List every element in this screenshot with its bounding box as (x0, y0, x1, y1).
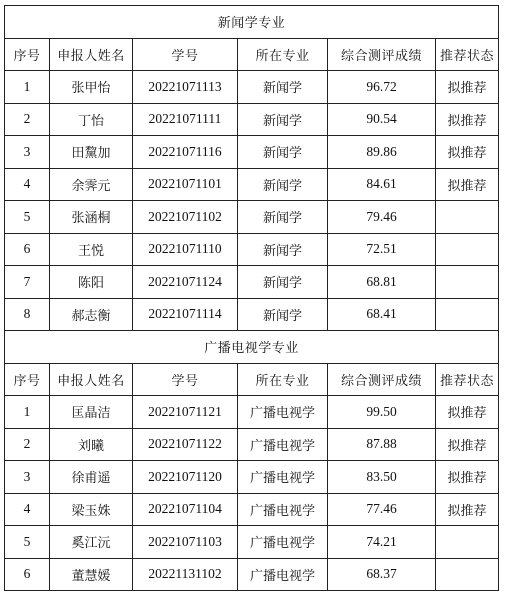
seq-cell: 3 (5, 136, 50, 169)
major-cell: 新闻学 (238, 71, 328, 104)
status-cell: 拟推荐 (436, 168, 499, 201)
major-cell: 广播电视学 (238, 558, 328, 591)
table-row (5, 461, 499, 494)
table-row (5, 428, 499, 461)
student-id-cell: 20221071120 (133, 461, 238, 494)
table-body (5, 6, 499, 591)
status-cell (436, 233, 499, 266)
section-title: 广播电视学专业 (5, 331, 499, 364)
status-cell: 拟推荐 (436, 428, 499, 461)
table-row (5, 201, 499, 234)
status-cell (436, 266, 499, 299)
score-cell: 77.46 (328, 493, 436, 526)
recommendation-table (4, 5, 499, 591)
applicant-name-cell: 田黧加 (50, 136, 133, 169)
column-header-row (5, 38, 499, 71)
student-id-cell: 20221071116 (133, 136, 238, 169)
score-cell: 74.21 (328, 526, 436, 559)
major-cell: 广播电视学 (238, 526, 328, 559)
seq-cell: 6 (5, 558, 50, 591)
score-cell: 68.81 (328, 266, 436, 299)
header-status: 推荐状态 (436, 38, 499, 71)
applicant-name-cell: 董慧媛 (50, 558, 133, 591)
status-cell (436, 526, 499, 559)
table-row (5, 526, 499, 559)
major-cell: 新闻学 (238, 201, 328, 234)
student-id-cell: 20221071124 (133, 266, 238, 299)
section-title: 新闻学专业 (5, 6, 499, 39)
score-cell: 90.54 (328, 103, 436, 136)
seq-cell: 7 (5, 266, 50, 299)
status-cell: 拟推荐 (436, 136, 499, 169)
status-cell: 拟推荐 (436, 71, 499, 104)
score-cell: 89.86 (328, 136, 436, 169)
score-cell: 83.50 (328, 461, 436, 494)
column-header-row (5, 363, 499, 396)
major-cell: 新闻学 (238, 168, 328, 201)
applicant-name-cell: 郝志衡 (50, 298, 133, 331)
seq-cell: 6 (5, 233, 50, 266)
table-row (5, 103, 499, 136)
header-applicant-name: 申报人姓名 (50, 363, 133, 396)
major-cell: 广播电视学 (238, 461, 328, 494)
status-cell (436, 298, 499, 331)
student-id-cell: 20221071102 (133, 201, 238, 234)
seq-cell: 8 (5, 298, 50, 331)
seq-cell: 5 (5, 526, 50, 559)
score-cell: 72.51 (328, 233, 436, 266)
student-id-cell: 20221071121 (133, 396, 238, 429)
header-seq: 序号 (5, 363, 50, 396)
seq-cell: 2 (5, 103, 50, 136)
student-id-cell: 20221071111 (133, 103, 238, 136)
header-major: 所在专业 (238, 38, 328, 71)
header-student-id: 学号 (133, 363, 238, 396)
student-id-cell: 20221071101 (133, 168, 238, 201)
section-title-row (5, 331, 499, 364)
major-cell: 广播电视学 (238, 396, 328, 429)
header-score: 综合测评成绩 (328, 363, 436, 396)
header-status: 推荐状态 (436, 363, 499, 396)
status-cell (436, 558, 499, 591)
seq-cell: 1 (5, 71, 50, 104)
applicant-name-cell: 徐甫遥 (50, 461, 133, 494)
major-cell: 新闻学 (238, 298, 328, 331)
applicant-name-cell: 奚江沅 (50, 526, 133, 559)
applicant-name-cell: 匡晶洁 (50, 396, 133, 429)
student-id-cell: 20221071104 (133, 493, 238, 526)
student-id-cell: 20221071113 (133, 71, 238, 104)
student-id-cell: 20221071110 (133, 233, 238, 266)
header-applicant-name: 申报人姓名 (50, 38, 133, 71)
applicant-name-cell: 张甲怡 (50, 71, 133, 104)
applicant-name-cell: 张涵桐 (50, 201, 133, 234)
applicant-name-cell: 陈阳 (50, 266, 133, 299)
table-row (5, 298, 499, 331)
score-cell: 87.88 (328, 428, 436, 461)
major-cell: 广播电视学 (238, 493, 328, 526)
score-cell: 79.46 (328, 201, 436, 234)
status-cell: 拟推荐 (436, 493, 499, 526)
table-row (5, 558, 499, 591)
major-cell: 广播电视学 (238, 428, 328, 461)
table-row (5, 168, 499, 201)
score-cell: 99.50 (328, 396, 436, 429)
section-title-row (5, 6, 499, 39)
table-row (5, 233, 499, 266)
status-cell: 拟推荐 (436, 103, 499, 136)
score-cell: 68.37 (328, 558, 436, 591)
header-score: 综合测评成绩 (328, 38, 436, 71)
score-cell: 96.72 (328, 71, 436, 104)
table-row (5, 71, 499, 104)
status-cell: 拟推荐 (436, 396, 499, 429)
table-row (5, 493, 499, 526)
seq-cell: 2 (5, 428, 50, 461)
seq-cell: 3 (5, 461, 50, 494)
major-cell: 新闻学 (238, 136, 328, 169)
major-cell: 新闻学 (238, 266, 328, 299)
status-cell (436, 201, 499, 234)
applicant-name-cell: 梁玉姝 (50, 493, 133, 526)
table-row (5, 396, 499, 429)
seq-cell: 4 (5, 168, 50, 201)
student-id-cell: 20221071122 (133, 428, 238, 461)
table-row (5, 136, 499, 169)
seq-cell: 4 (5, 493, 50, 526)
student-id-cell: 20221131102 (133, 558, 238, 591)
applicant-name-cell: 刘曦 (50, 428, 133, 461)
table-row (5, 266, 499, 299)
status-cell: 拟推荐 (436, 461, 499, 494)
seq-cell: 1 (5, 396, 50, 429)
header-major: 所在专业 (238, 363, 328, 396)
major-cell: 新闻学 (238, 103, 328, 136)
seq-cell: 5 (5, 201, 50, 234)
student-id-cell: 20221071103 (133, 526, 238, 559)
score-cell: 84.61 (328, 168, 436, 201)
major-cell: 新闻学 (238, 233, 328, 266)
header-seq: 序号 (5, 38, 50, 71)
applicant-name-cell: 王悦 (50, 233, 133, 266)
applicant-name-cell: 余霁元 (50, 168, 133, 201)
header-student-id: 学号 (133, 38, 238, 71)
score-cell: 68.41 (328, 298, 436, 331)
applicant-name-cell: 丁怡 (50, 103, 133, 136)
student-id-cell: 20221071114 (133, 298, 238, 331)
